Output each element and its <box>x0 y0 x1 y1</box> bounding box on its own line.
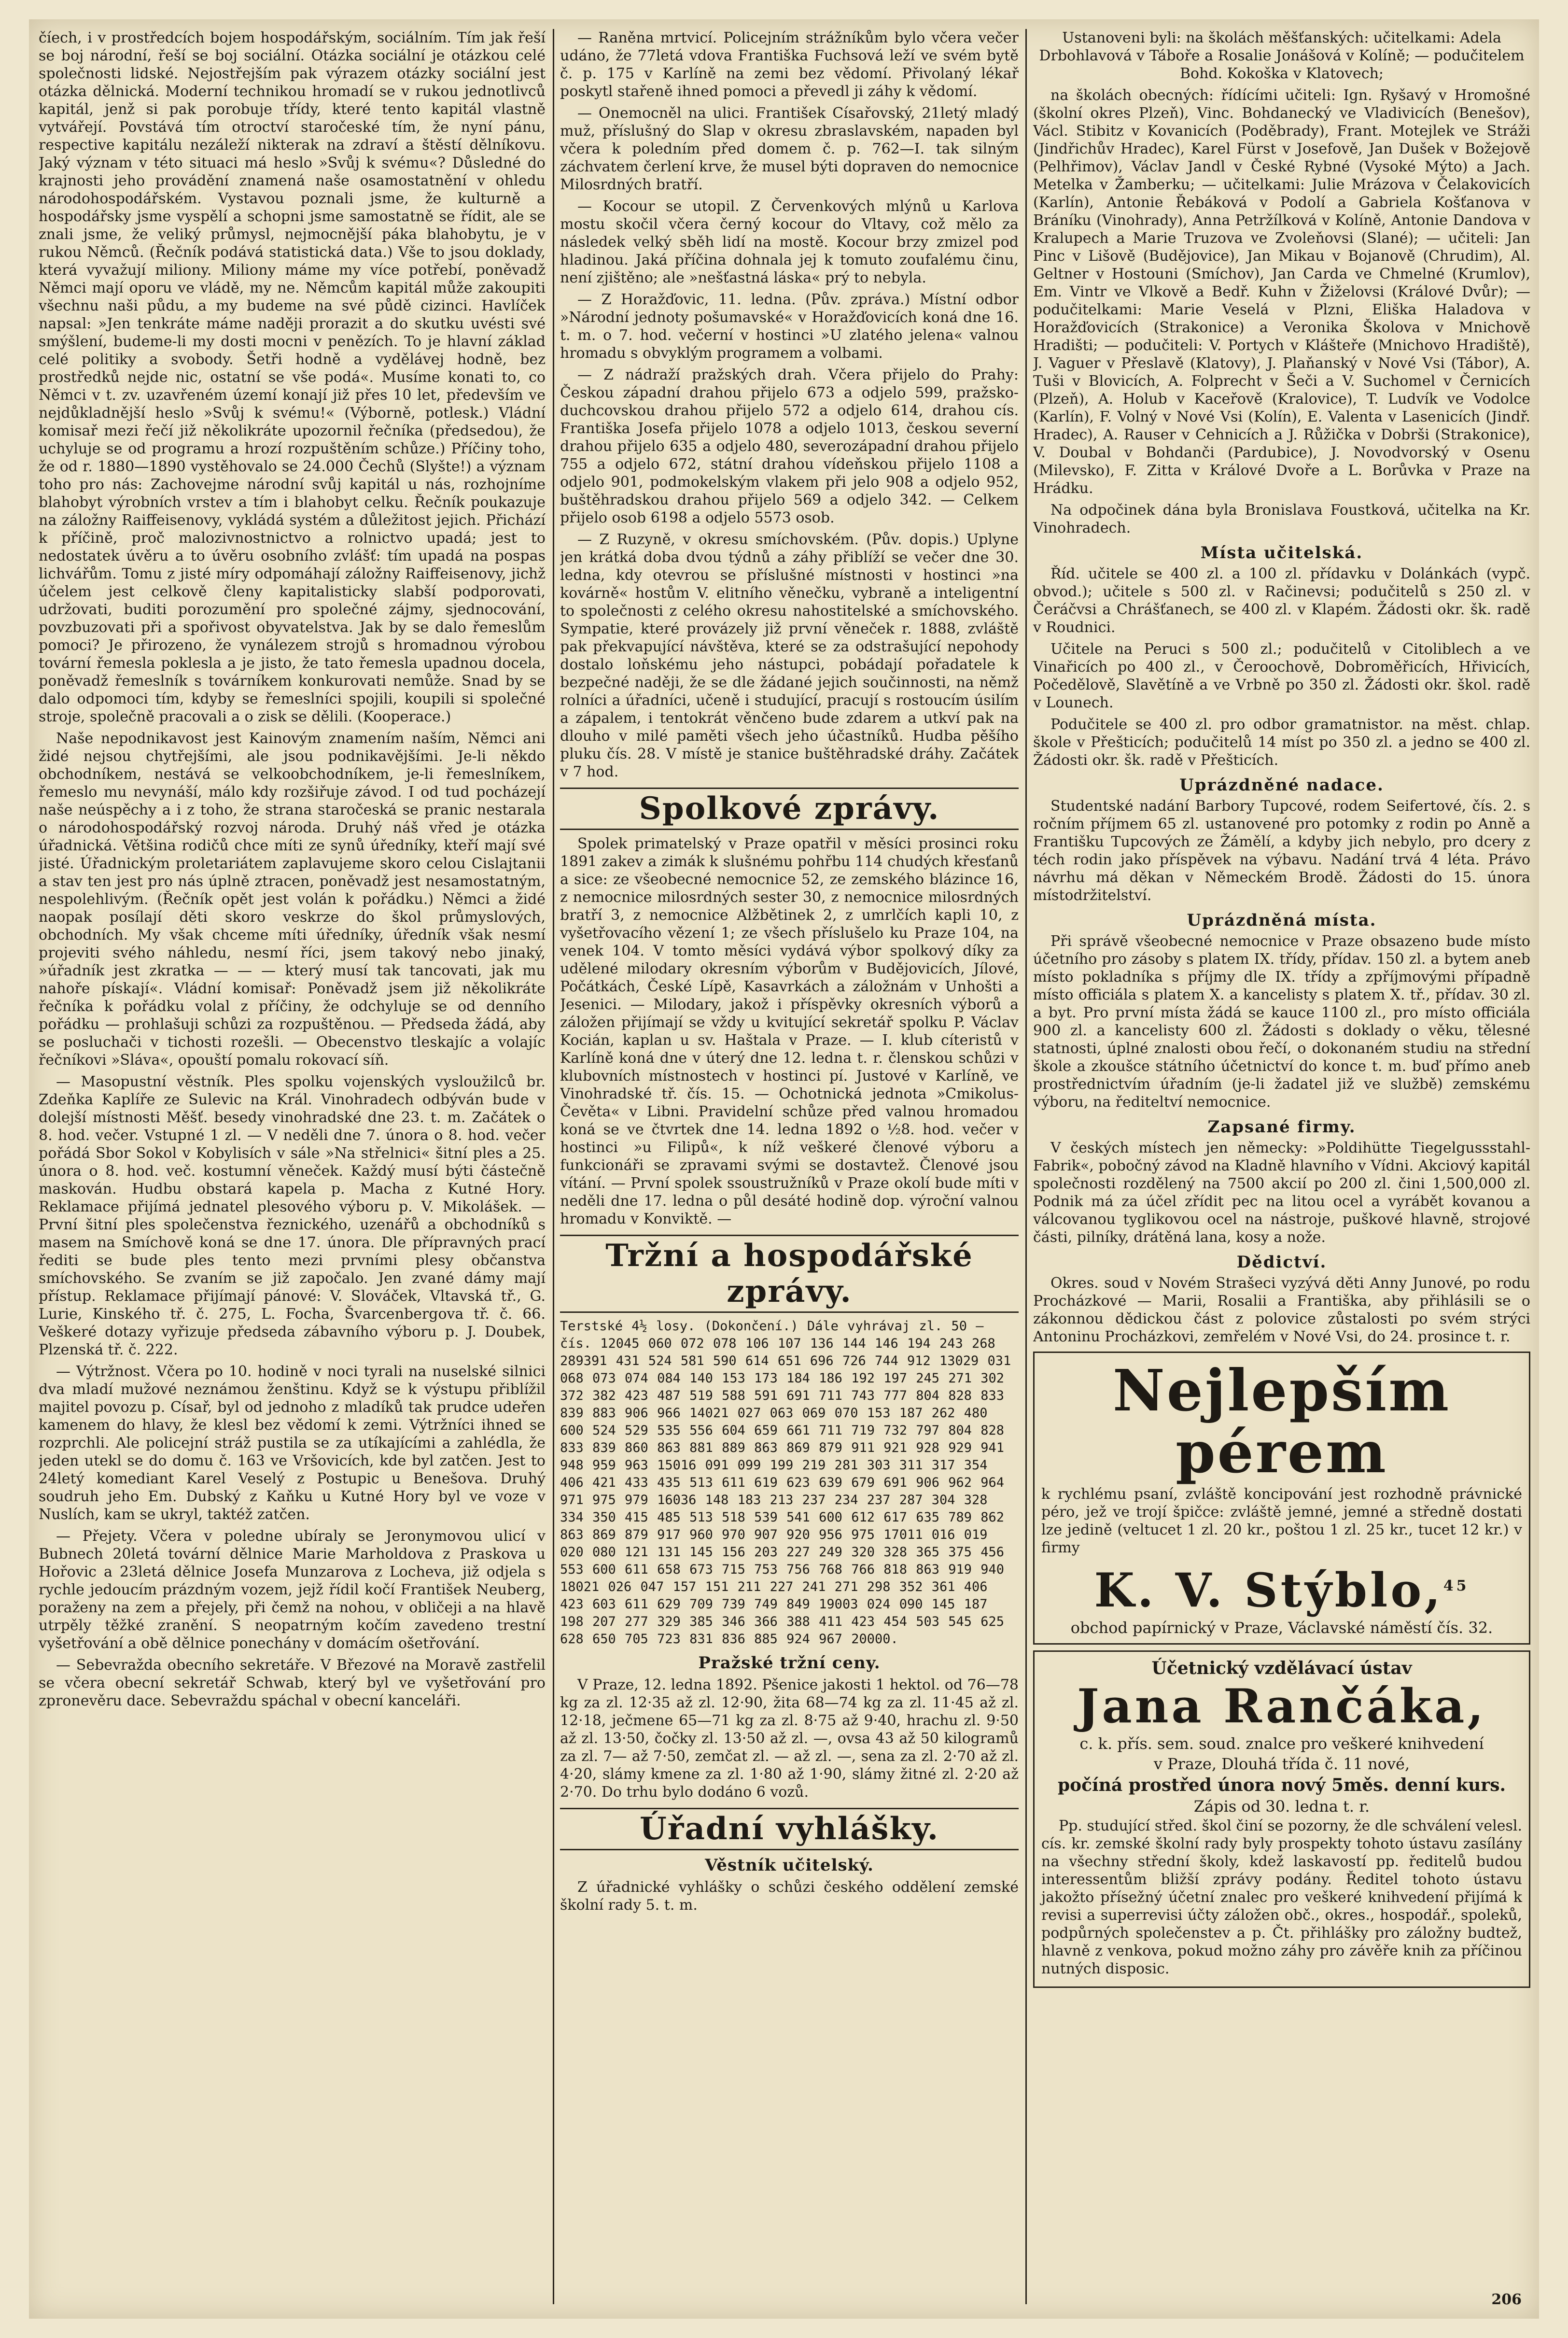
ad-address: obchod papírnický v Praze, Václavské náměstí čís. 32. <box>1070 1619 1493 1637</box>
ad-course-announcement: počíná prostřed února nový 5měs. denní kurs. <box>1057 1775 1506 1795</box>
news-item: Studentské nadání Barbory Tupcové, rodem Seifertové, čís. 2. s ročním příjmem 65 zl. ustanovené pro potomky z rodin po Anně a Františku Tupcových ze Žámělí, a kdyby jich nebylo, pro dcery z téch rodin jako příspěvek na výbavu. Nadání trvá 4 léta. Právo návrhu má děkan v Německém Brodě. Žádosti do 15. února místodržitelství. <box>1033 798 1530 904</box>
news-item: Učitele na Peruci s 500 zl.; podučitelů v Citoliblech a ve Vinařicích po 400 zl., v Čeroochově, Dobroměřicích, Hřivicích, Počedělově, Slavětíně a ve Vrbně po 350 zl. Žádosti okr. škol. radě v Lounech. <box>1033 641 1530 711</box>
page-number: 206 <box>1491 2291 1522 2308</box>
column-middle <box>560 29 1019 2304</box>
news-item: V českých místech jen německy: »Poldihütte Tiegelgussstahl-Fabrik«, pobočný závod na Kladně hlavního v Vídni. Akciový kapitál společnosti rozdělený na 7500 akcií po 200 zl. čini 1,500,000 zl. Podnik má za účel zřídit pec na litou ocel a vyrábět kovanou a válcovanou tyglikovou ocel na nástroje, puškové hlavně, strojové části, pilníky, drátěná lana, kosy a nože. <box>1033 1140 1530 1246</box>
section-heading: Tržní a hospodářské zprávy. <box>560 1235 1019 1313</box>
subsection-heading: Zapsané firmy. <box>1207 1117 1356 1137</box>
advertisement-pen <box>1033 1352 1530 1645</box>
appointments-list: na školách obecných: řídícími učiteli: Ign. Ryšavý v Hromošné (školní okres Plzeň), Vinc. Bohdanecký ve Vladivicích (Benešov), Václ. Stibitz v Kovanicích (Poděbrady), Frant. Motejlek ve Stráži (Jindřichův Hradec), Karel Fürst v Josefově, Jan Dušek v Božejově (Pelhřimov), Václav Jandl v České Rybné (Vysoké Mýto) a Jach. Metelka v Žamberku; — učitelkami: Julie Mrázova v Čelakovicích (Karlín), Antonie Řebáková v Podolí a Gabriela Košťanova v Bráníku (Vinohrady), Anna Petržílková v Kolíně, Antonie Dandova v Kralupech a Marie Truzova ve Zvoleňovsi (Slané); — učiteli: Jan Pinc v Lišově (Budějovice), Jan Mikau v Bojanově (Chrudim), Al. Geltner v Hostouni (Smíchov), Jan Carda ve Chmelné (Krumlov), Em. Vintr ve Vlkově a Bedř. Kuhn v Žiželovsi (Králové Dvůr); — podučitelkami: Marie Veselá v Plzni, Eliška Haladova v Horažďovicích (Strakonice) a Veronika Školova v Mnichově Hradišti; — podučiteli: V. Portych v Klášteře (Mnichovo Hradiště), J. Vaguer v Přeslavě (Klatovy), J. Plaňanský v Nové Vsi (Tábor), A. Tuši v Blovicích, A. Folprecht v Šeči a V. Suchomel v Černicích (Plzeň), A. Holub v Kaceřově (Kralovice), T. Ludvík ve Vodolce (Karlín), F. Volný v Nové Vsi (Kolín), E. Valenta v Lasenicích (Jindř. Hradec), A. Rauser v Cehnicích a J. Růžička v Dobrši (Strakonice), V. Doubal v Bohdanči (Pardubice), J. Novodvorský v Osenu (Milevsko), F. Zitta v Králové Dvoře a L. Borůvka v Praze na Hrádku. <box>1033 87 1530 497</box>
subsection-heading: Uprázdněná místa. <box>1187 911 1377 930</box>
ad-heading: Účetnický vzdělávací ústav <box>1151 1658 1412 1678</box>
subsection-heading: Dědictví. <box>1236 1253 1327 1272</box>
advertisement-institute <box>1033 1650 1530 1988</box>
ad-title: Nejlepším pérem <box>1112 1357 1451 1486</box>
news-item: Říd. učitele se 400 zl. a 100 zl. přídavku v Dolánkách (vypč. obvod.); učitele s 500 zl. v Račinevsi; podučitelů s 250 zl. v Čeráčvsi a Chrášťanech, se 400 zl. v Klapém. Žádosti okr. šk. radě v Roudnici. <box>1033 565 1530 636</box>
ad-line: c. k. přís. sem. soud. znalce pro veškeré knihvedení <box>1079 1734 1484 1753</box>
ad-company-name-text: K. V. Stýblo, <box>1094 1563 1443 1618</box>
market-prices: V Praze, 12. ledna 1892. Pšenice jakosti 1 hektol. od 76—78 kg za zl. 12·35 až zl. 12·90, žita 68—74 kg za zl. 11·45 až zl. 12·18, ječmene 65—71 kg za zl. 8·75 až 9·40, hrachu zl. 9·50 až zl. 13·50, čočky zl. 13·50 až zl. —, ovsa 43 až 50 kilogramů za zl. 7— až 7·50, zemčat zl. — až zl. —, sena za zl. 2·70 až zl. 4·20, slámy kmene za zl. 1·80 až 1·90, slámy žitné zl. 2·20 až 2·70. Do trhu bylo dodáno 6 vozů. <box>560 1676 1019 1801</box>
news-item: Podučitele se 400 zl. pro odbor gramatnistor. na měst. chlap. škole v Přešticích; podučitelů 14 míst po 350 zl. a jedno se 400 zl. Žádosti okr. šk. radě v Přešticích. <box>1033 716 1530 769</box>
article-paragraph: číech, i v prostředcích bojem hospodářským, sociálním. Tím jak řeší se boj národní, řeší se boj sociální. Otázka sociální je otázkou celé společnosti lidské. Nejostřejším pak výrazem otázky sociální jest otázka dělnická. Moderní technikou hromadí se v rukou jednotlivců kapitál, jenž si pak porobuje třídy, které tento kapitál vlastně vytvářejí. Povstává tím otroctví staročeské tím, že nyní pánu, respective kapitálu nezáleží nikterak na zdraví a štěstí dělníkovu. Jaký význam v této situaci má heslo »Svůj k svému«? Důsledné do krajnosti jeho provádění znamená naše osamostatnění v ohledu národohospodářském. Vystavou poznali jsme, že kulturně a hospodářsky jsme vyspělí a schopni jsme samostatně se řídit, ale se znali jsme, že veliký průmysl, nejmocnější páka blahobytu, je v rukou Němců. (Řečník podává statistická data.) Vše to jsou doklady, která vyvažují miliony. Miliony máme my více potřebí, poněvadž Němci mají oporu ve vládě, my ne. Němcům kapitál může zakoupiti všechnu naši půdu, a my budeme na své půdě cizinci. Havlíček napsal: »Jen tenkráte máme naději prorazit a do skutku uvésti své smýšlení, budeme-li my dosti mocni v penězích. To je hlavní základ celé politiky a svobody. Šetři hodně a vydělávej hodně, bez prostředků nejde nic, ostatní se vše podá«. Musíme konati to, co Němci v t. zv. uzavřeném území konají již přes 10 let, především ve nejdůkladnější heslo »Svůj k svému!« (Výborně, potlesk.) Vládní komisař mezi řečí již několikráte upozornil řečníka (předsedou), že uchyluje se od programu a hrozí rozpuštěním schůze.) Příčiny toho, že od r. 1880—1890 vystěhovalo se 24.000 Čechů (Slyšte!) a význam toho pro nás: Zachovejme národní svůj kapitál u nás, rozhojníme blahobyt výrobních vrstev a tím i blahobyt celku. Řečník poukazuje na záložny Raiffeisenovy, vykládá systém a důležitost jejich. Přichází k příčině, proč malozivnostnictvo a rolnictvo upadá; jest to nedostatek úvěru a to úvěru osobního zvlášť: tím upadá na pospas lichvářům. Tomu z jisté míry odpomáhají záložny Raiffeisenovy, jichž účelem jest celkově členy kapitalisticky slabší podporovati, udržovati, buditi porozumění pro společné zájmy, sjednocování, povzbuzovati při a spořivost obyvatelstva. Jak by se dalo řemeslům pomoci? Je přirozeno, že vynálezem strojů s hromadnou výrobou tovární řemesla poklesla a je jisto, že tato řemesla upadnou docela, poněvadž řemeslník s továrníkem konkurovati nemůže. Snad by se dalo odpomoci tím, kdyby se řemeslníci spojili, koupili si společné stroje, společně pracovali a o zisk se dělili. (Kooperace.) <box>39 29 546 725</box>
news-item: — Přejety. Včera v poledne ubíraly se Jeronymovou ulicí v Bubnech 20letá tovární dělnice Marie Marholdova z Praskova u Hořovic a 23letá dělnice Josefa Munzarova z Locheva, již odjela s rychle jedoucím prázdným vozem, jejž řídil kočí František Neuberg, poraženy na zem a přejely, při čemž na nohou, v obličeji a na hlavě utrpěly těžké zranění. S neopatrným kočím zavedeno trestní vyšetřování a obě dělnice ponechány v domácím ošetřování. <box>39 1528 546 1652</box>
subsection-heading: Místa učitelská. <box>1200 543 1363 563</box>
news-item: Z úřadnické vyhlášky o schůzi českého oddělení zemské školní rady 5. t. m. <box>560 1879 1019 1914</box>
news-item: — Raněna mrtvicí. Policejním strážníkům bylo včera večer udáno, že 77letá vdova Františka Fuchsová leží ve svém bytě č. p. 175 v Karlíně na zemi bez vědomí. Přivolaný lékař poskytl stařeně ihned pomoci a převedl ji záhy k vědomí. <box>560 29 1019 100</box>
news-item: — Kocour se utopil. Z Červenkových mlýnů u Karlova mostu skočil včera černý kocour do Vltavy, což mělo za následek velký sběh lidí na mostě. Kocour brzy zmizel pod hladinou. Jaká příčina dohnala jej k tomuto zoufalému činu, není zjištěno; ale »nešťastná láska« prý to nebyla. <box>560 198 1019 286</box>
article-paragraph: Naše nepodnikavost jest Kainovým znamením naším, Němci ani židé nejsou chytřejšími, ale jsou podnikavějšími. Je-li někdo obchodníkem, nestává se velkoobchodníkem, je-li řemeslníkem, řemeslo mu nevynáší, málo kdy rozšiřuje závod. I od tud pocházejí naše neúspěchy a i z toho, že strana staročeská se pranic nestarala o národohospodářský rozvoj národa. Druhý náš vřed je otázka úřadnická. Většina rodičů chce míti ze synů úředníky, kteří mají své jisté. Úřadnickým proletariátem zaplavujeme skoro celou Cislajtanii a stav ten jest pro nás úplně ztracen, poněvadž jest nesamostatným, nespolehlivým. (Řečník opět jest volán k pořádku.) Němci a židé naopak posílají děti skoro veskrze do škol průmyslových, obchodních. My však chceme míti úředníky, úředník však nesmí projeviti svého náhledu, nesmí říci, jsem takový nebo jinaký, »úřadník jest zkratka — — — který musí tak tancovati, jak mu nahoře pískají«. Vládní komisař: Poněvadž jsem již několikráte řečníka k pořádku volal z příčiny, že odchyluje se od denního pořádku — prohlašuji schůzi za rozpuštěnou. — Předseda žádá, aby se posluchači v tichosti rozešli. — Obecenstvo tleskajíc a volajíc řečníkovi »Sláva«, opouští pomalu rokovací síň. <box>39 730 546 1069</box>
news-item: Při správě všeobecné nemocnice v Praze obsazeno bude místo účetního pro zásoby s platem IX. třídy, přídav. 150 zl. a bytem aneb místo pokladníka s příjmy dle IX. třídy a zpříjmovými případně místo officiála s platem X. a kancelisty s platem X. tř., přídav. 30 zl. a byt. Pro první místa žádá se kauce 1100 zl., pro místo officiála 900 zl. a kancelisty 600 zl. Žádosti s doklady o věku, tělesné statnosti, úplné znalosti obou řečí, o dokonaném studiu na střední škole a zkoušce státního účetnictví do konce t. m. buď přímo aneb prostřednictvím úřadním (je-li žadatel již ve službě) zemskému výboru, na řediteltví nemocnice. <box>1033 933 1530 1111</box>
appointments-intro: Ustanoveni byli: na školách měšťanských: učitelkami: Adela Drbohlavová v Táboře a Rosalie Jonášová v Kolíně; — podučitelem Bohd. Kokoška v Klatovech; <box>1039 29 1525 82</box>
column-rule <box>1025 29 1027 2304</box>
ad-line: v Praze, Dlouhá třída č. 11 nové, <box>1153 1755 1410 1773</box>
column-rule <box>553 29 554 2304</box>
news-item: — Z Horažďovic, 11. ledna. (Pův. zpráva.) Místní odbor »Národní jednoty pošumavské« v Horažďovicích koná dne 16. t. m. o 7. hod. večerní v hostinci »U zlatého jelena« valnou hromadu s obvyklým programem a volbami. <box>560 291 1019 362</box>
section-heading: Úřadní vyhlášky. <box>560 1808 1019 1850</box>
subsection-heading: Uprázdněné nadace. <box>1179 775 1384 795</box>
section-heading: Spolkové zprávy. <box>560 788 1019 830</box>
news-item: — Sebevražda obecního sekretáře. V Březové na Moravě zastřelil se včera obecní sekretář Schwab, který byl ve vyšetřování pro zpronevěru dace. Sebevraždu spáchal v obecní kanceláři. <box>39 1657 546 1709</box>
subsection-heading: Pražské tržní ceny. <box>698 1653 881 1673</box>
news-item: — Z nádraží pražských drah. Včera přijelo do Prahy: Českou západní drahou přijelo 673 a odjelo 599, pražsko-duchcovskou drahou přijelo 572 a odjelo 614, drahou cís. Františka Josefa přijelo 1078 a odjelo 1013, českou severní drahou přijelo 635 a odjelo 480, severozápadní drahou přijelo 755 a odjelo 672, státní drahou vídeňskou přijelo 1108 a odjelo 901, podmokelským vlakem při jelo 908 a odjelo 952, buštěhradskou drahou přijelo 569 a odjelo 342. — Celkem přijelo osob 6198 a odjelo 5573 osob. <box>560 366 1019 526</box>
news-item: — Z Ruzyně, v okresu smíchovském. (Pův. dopis.) Uplyne jen krátká doba dvou týdnů a záhy přiblíží se večer dne 30. ledna, kdy otevrou se příslušné místnosti v hostinci »na kovárně« hostům V. elitního věnečku, vybraně a inteligentní to společnosti z celého okresu nahostitelské a smíchovského. Sympatie, které provázely již první věneček r. 1888, zvláště pak překvapující návštěva, které se za odstrašující nepohody dostalo loňskému jeho nástupci, pobádají pořadatele k bezpečné naději, že se dle žádané jejich součinnosti, na němž rolníci a úřadníci, učeně i studující, pracují s rostoucím úsilím a zápalem, i tentokrát věnčeno bude zdarem a utkví pak na dlouho v milé paměti všech jeho účastníků. Hudba pěšího pluku čís. 28. V místě je stanice buštěhradské dráhy. Začátek v 7 hod. <box>560 531 1019 780</box>
ad-company-name <box>1041 1561 1522 1616</box>
news-item: Okres. soud v Novém Strašeci vyzývá děti Anny Junové, po rodu Procházkové — Marii, Rosalii a Františka, aby přihlásili se o zákonnou dědickou část z polovice zůstalosti po svém strýci Antoninu Procházkovi, zemřelém v Nové Vsi, do 24. prosince t. r. <box>1033 1275 1530 1345</box>
ad-text: k rychlému psaní, zvláště koncipování jest rozhodně právnické péro, jež ve trojí špičce: zvláště jemné, jemné a středně dostati lze jedině (veltucet 1 zl. 20 kr., poštou 1 zl. 25 kr., tucet 12 kr.) v firmy <box>1041 1486 1522 1556</box>
news-item: Spolek primatelský v Praze opatřil v měsíci prosinci roku 1891 zakev a zimák k slušnému pohřbu 114 chudých křesťanů a sice: ze všeobecné nemocnice 52, ze zemského blázince 16, z nemocnice milosrdných sester 30, z nemocnice milosrdných bratří 3, z nemocnice Alžbětinek 2, z umrlčích kapli 10, z vyšetřovacího vězení 1; ze všech příslušelo ku Praze 104, na venek 104. V tomto měsíci vydává výbor spolkový díky za udělené milodary okresním výborům v Budějovicích, Jílové, Počátkách, České Lípě, Kasavrkách a záložnám v Unhošti a Jesenici. — Milodary, jakož i příspěvky okresních výborů a záložen přijímají se vždy u kvitující sekretář spolku P. Václav Kocián, kaplan u sv. Haštala v Praze. — I. klub cíteristů v Karlíně koná dne v úterý dne 12. ledna t. r. členskou schůzi v klubovních místnostech v hostinci pí. Justové v Karlíně, ve Vinohradské tř. čís. 15. — Ochotnická jednota »Cmikolus-Čevěta« v Libni. Pravidelní schůze před valnou hromadou koná se ve čtvrtek dne 14. ledna 1892 o ½8. hod. večer v hostinci »u Filipů«, k níž veškeré členové výboru a funkcionáři se zpravami svými se dostavtež. Členové jsou vítání. — První spolek ssoustružníků v Praze okolí bude míti v neděli dne 17. ledna o půl desáté hodině dop. výroční valnou hromadu v Konviktě. — <box>560 835 1019 1227</box>
news-item: Na odpočinek dána byla Bronislava Foustková, učitelka na Kr. Vinohradech. <box>1033 502 1530 536</box>
ad-note-number: 45 <box>1443 1577 1470 1594</box>
news-item: — Masopustní věstník. Ples spolku vojenských vysloužilců br. Zdeňka Kaplíře ze Sulevic na Král. Vinohradech odbýván bude v dolejší místnosti Měšť. besedy vinohradské dne 23. t. m. Začátek o 8. hod. večer. Vstupné 1 zl. — V neděli dne 7. února o 8. hod. večer pořádá Sbor Sokol v Kobylisích v sále »Na střelnici« šitní ples a 25. února o 8. hod. več. kostumní věneček. Každý musí býti částečně maskován. Hudbu obstará kapela p. Macha z Kutné Hory. Reklamace přijímá jednatel plesového výboru p. V. Mikolášek. — První šitní ples společenstva řeznického, uzenářů a obchodníků s masem na Smíchově koná se dne 17. února. Dle přípravných prací řediti se bude ples tento mezi prvními plesy občanstva smíchovského. Se zvaním se již započalo. Jen zvané dámy mají přístup. Reklamace přijímají pánové: V. Slováček, Vltavská tř., G. Lurie, Kinského tř. č. 275, L. Focha, Švarcenbergova tř. č. 66. Veškeré dotazy vyřizuje předseda zábavního výboru p. J. Doubek, Plzenská tř. č. 222. <box>39 1073 546 1358</box>
ad-line: Zápis od 30. ledna t. r. <box>1193 1797 1370 1816</box>
news-item: — Výtržnost. Včera po 10. hodině v noci tyrali na nuselské silnici dva mladí mužové neznámou ženštinu. Když se k výstupu přiblížil majitel povozu p. Císař, byl od jednoho z mladíků tak prudce udeřen kamenem do hlavy, že klesl bez vědomí k zemi. Výtržníci ihned se rozprchli. Ale policejní stráž pustila se za utíkajícími a zahlédla, že jeden utekl se do domu č. 163 ve Vršovicích, kde byl zatčen. Jest to 24letý komediant Karel Veselý z Postupic u Benešova. Druhý soudruh jeho Em. Dubský z Kaňku u Kutné Hory byl ve voze v Nuslích, kam se ukryl, taktéž zatčen. <box>39 1363 546 1523</box>
lottery-numbers: Terstské 4½ losy. (Dokončení.) Dále vyhrávaj zl. 50 — čís. 12045 060 072 078 106 107 136 144 146 194 243 268 289391 431 524 581 590 614 651 696 726 744 912 13029 031 068 073 074 084 140 153 173 184 186 192 197 245 271 302 372 382 423 487 519 588 591 691 711 743 777 804 828 833 839 883 906 966 14021 027 063 069 070 153 187 262 480 600 524 529 535 556 604 659 661 711 719 732 797 804 828 833 839 860 863 881 889 863 869 879 911 921 928 929 941 948 959 963 15016 091 099 199 219 281 303 311 317 354 406 421 433 435 513 611 619 623 639 679 691 906 962 964 971 975 979 16036 148 183 213 237 234 237 287 304 328 334 350 415 485 513 518 539 541 600 612 617 635 789 862 863 869 879 917 960 970 907 920 956 975 17011 016 019 020 080 121 131 145 156 203 227 249 320 328 365 375 456 553 600 611 658 673 715 753 756 768 766 818 863 919 940 18021 026 047 157 151 211 227 241 271 298 352 361 406 423 603 611 629 709 739 749 849 19003 024 090 145 187 198 207 277 329 385 346 366 388 411 423 454 503 545 625 628 650 705 723 831 836 885 924 967 20000. <box>560 1319 1011 1647</box>
column-right <box>1033 29 1530 2304</box>
ad-text: Pp. studující střed. škol činí se pozorny, že dle schválení velesl. cís. kr. zemské školní rady byly prospekty tohoto ústavu zasílány na všechny střední školy, kdež laskavostí pp. ředitelů budou interessentům bližší zprávy podány. Ředitel tohoto ústavu jakožto přísežný účetní znalec pro veškeré knihvedení přijímá k revisi a superrevisi účty záložen obč., okres., hospodář., spoleků, podpůrných společenstev a p. Čt. přihlášky pro záložny budtež, hlavně z venkova, pokud možno záhy pro závěře knih za příčinou nutných disposic. <box>1041 1817 1522 1977</box>
subsection-heading: Věstník učitelský. <box>705 1856 874 1875</box>
ad-company-name: Jana Rančáka, <box>1077 1679 1486 1733</box>
news-item: — Onemocněl na ulici. František Císařovský, 21letý mladý muž, příslušný do Slap v okresu zbraslavském, napaden byl včera k poledním před domem č. p. 762—I. tak silným záchvatem čerlení krve, že musel býti dopraven do nemocnice Milosrdných bratří. <box>560 105 1019 193</box>
newspaper-page <box>29 19 1539 2319</box>
column-left <box>39 29 546 2304</box>
